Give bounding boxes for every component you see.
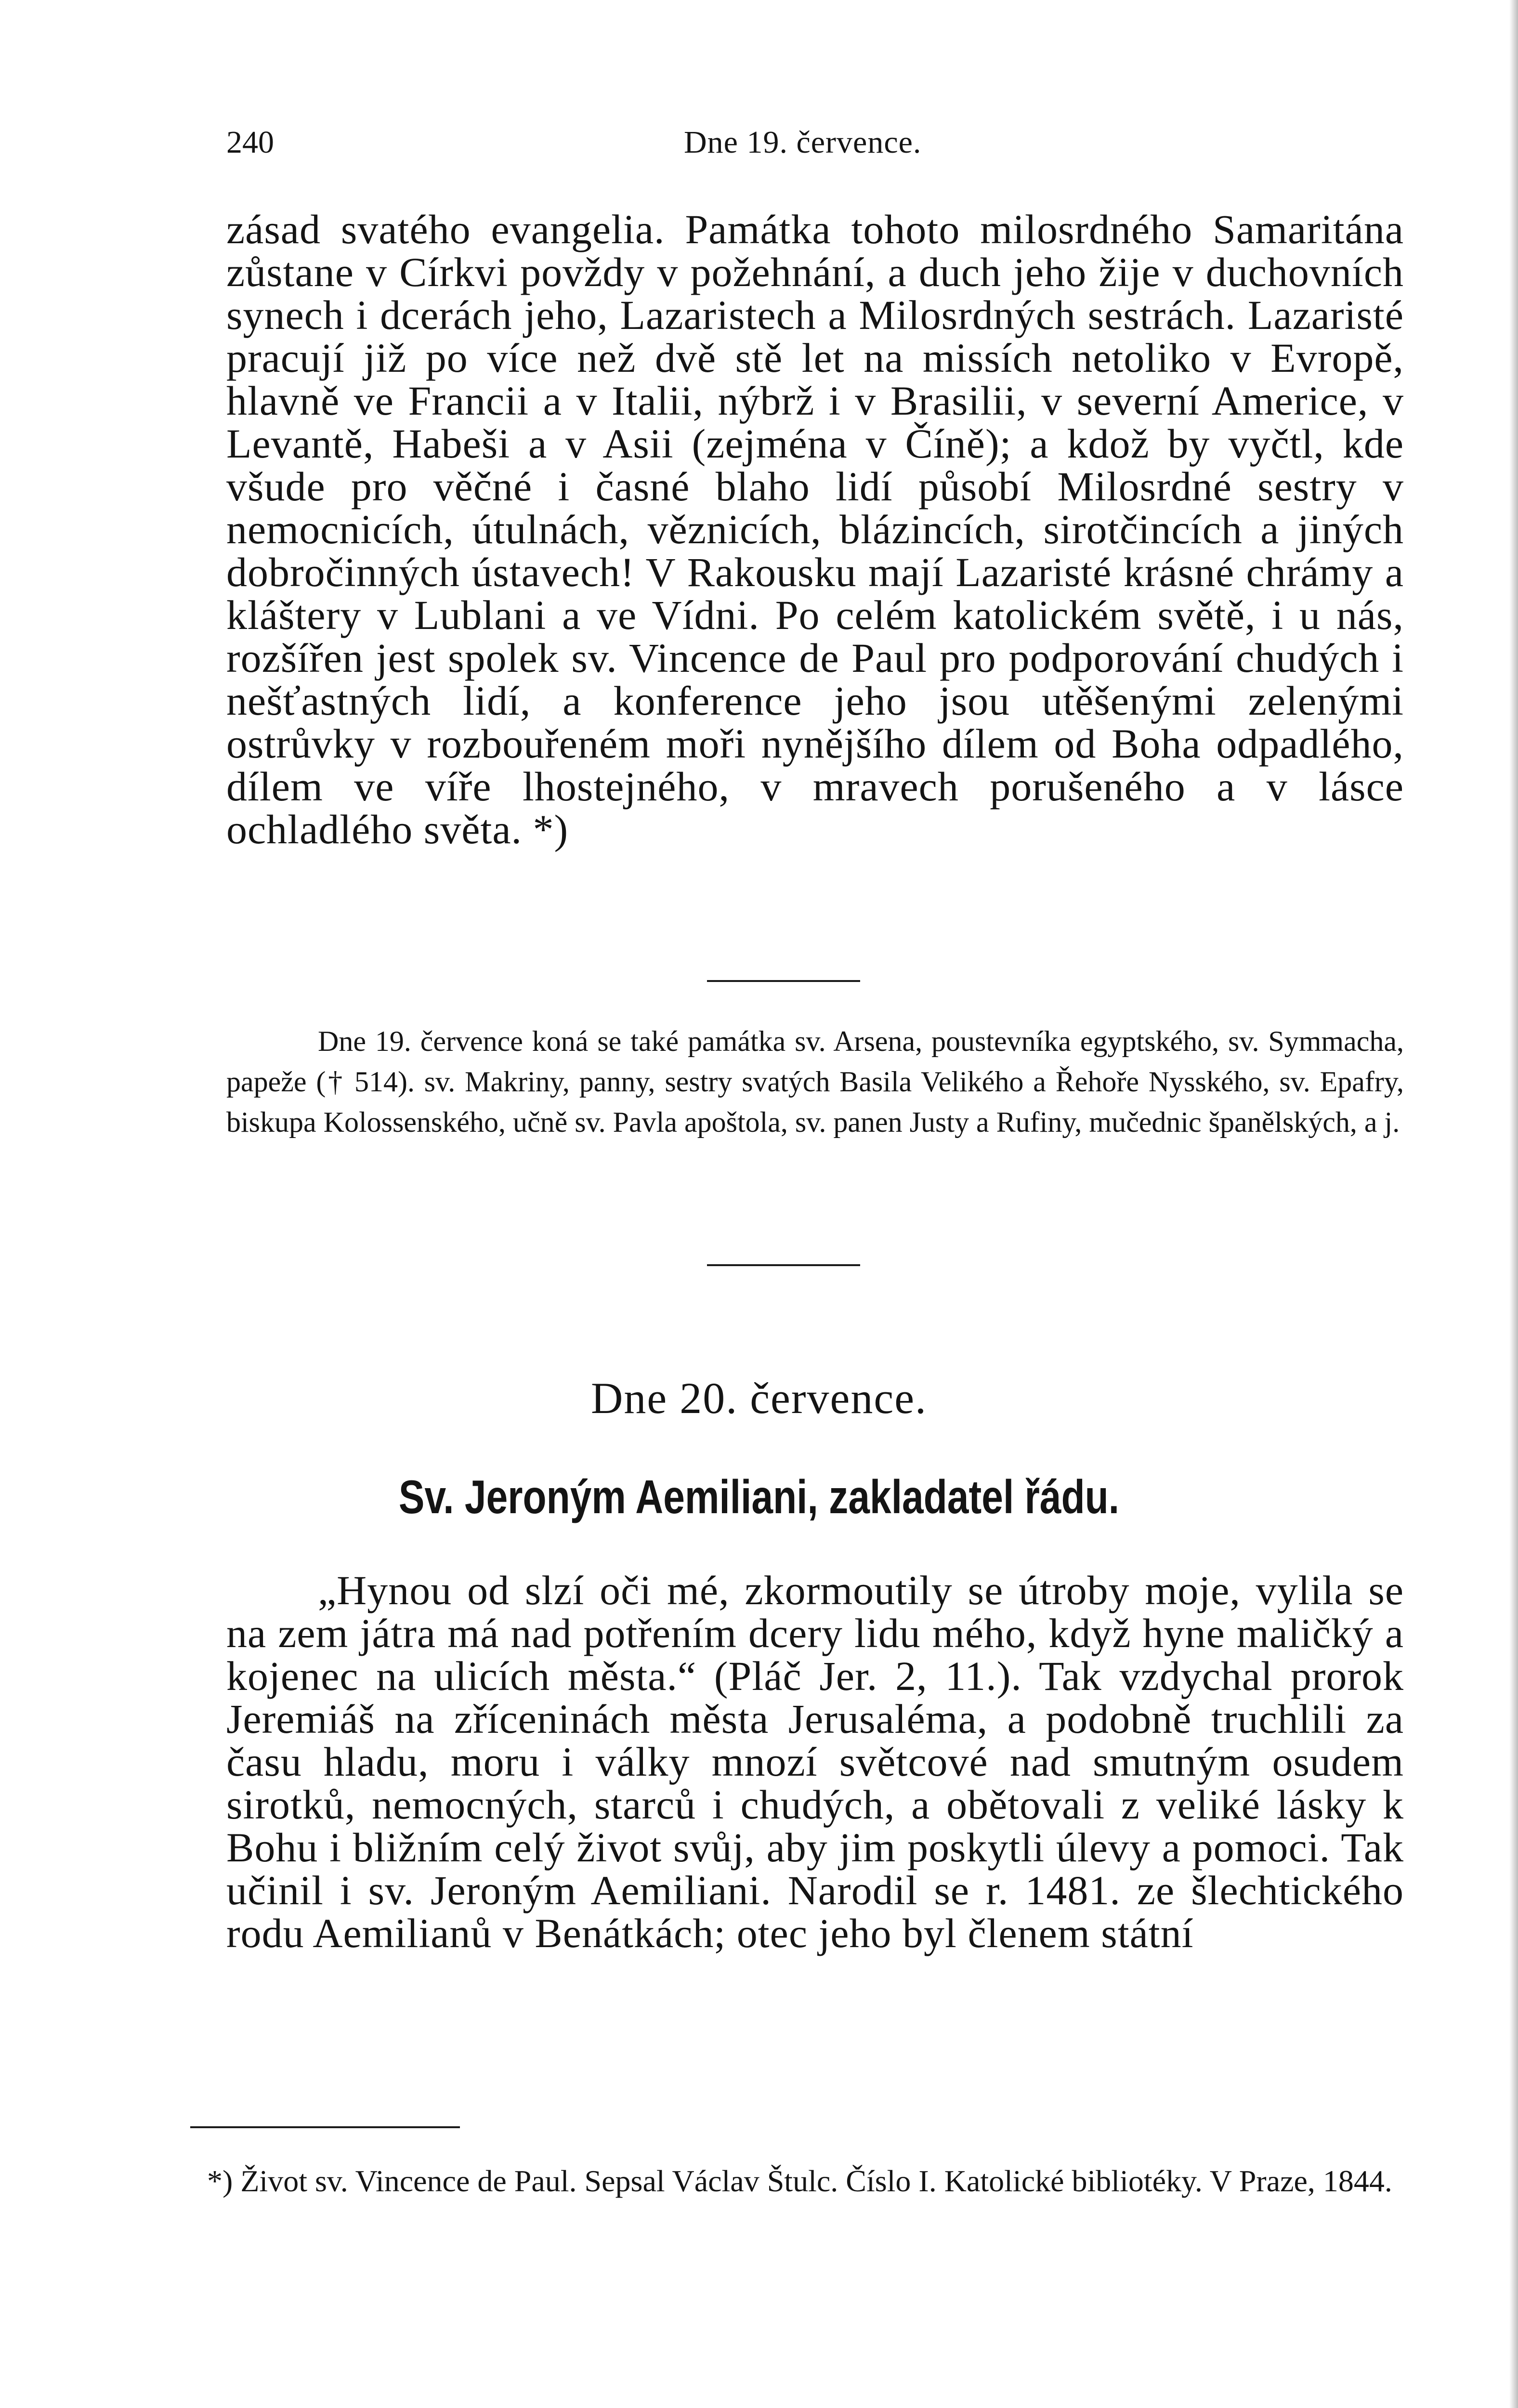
page-edge-shadow — [1509, 0, 1518, 2408]
commemoration-note: Dne 19. července koná se také památka sv. Arsena, poustevníka egyptského, sv. Symmacha, papeže († 514). sv. Makriny, panny, sestry svatých Basila Velikého a Řehoře Nysského, sv. Epafry, biskupa Kolossenského, učně sv. Pavla apoštola, sv. panen Justy a Rufiny, mučednic španělských, a j. — [226, 1025, 1404, 1138]
page-header — [226, 124, 1406, 168]
footnote: *) Život sv. Vincence de Paul. Sepsal Václav Štulc. Číslo I. Katolické bibliotéky. V Praze, 1844. — [207, 2164, 1392, 2198]
intro-paragraph: zásad svatého evangelia. Památka tohoto milosrdného Samaritána zůstane v Církvi povždy v požehnání, a duch jeho žije v duchovních synech i dcerách jeho, Lazaristech a Milosrdných sestrách. Lazaristé pracují již po více než dvě stě let na missích netoliko v Evropě, hlavně ve Francii a v Italii, nýbrž i v Brasilii, v severní Americe, v Levantě, Habeši a v Asii (zejména v Číně); a kdož by vyčtl, kde všude pro věčné i časné blaho lidí působí Milosrdné sestry v nemocnicích, útulnách, věznicích, blázincích, sirotčincích a jiných dobročinných ústavech! V Rakousku mají Lazaristé krásné chrámy a kláštery v Lublani a ve Vídni. Po celém katolickém světě, i u nás, rozšířen jest spolek sv. Vincence de Paul pro podporování chudých i nešťastných lidí, a konference jeho jsou utěšenými zelenými ostrůvky v rozbouřeném moři nynějšího dílem od Boha odpadlého, dílem ve víře lhostejného, v mravech porušeného a v lásce ochladlého světa. *) — [226, 206, 1404, 852]
footnote-rule — [190, 2126, 460, 2128]
section-date: Dne 20. července. — [590, 1374, 928, 1423]
main-paragraph: „Hynou od slzí oči mé, zkormoutily se útroby moje, vylila se na zem játra má nad potřením dcery lidu mého, když hyne maličký a kojenec na ulicích města.“ (Pláč Jer. 2, 11.). Tak vzdychal prorok Jeremiáš na zříceninách města Jerusaléma, a podobně truchlili za času hladu, moru i války mnozí světcové nad smutným osudem sirotků, nemocných, starců i chudých, a obětovali z veliké lásky k Bohu i bližním celý život svůj, aby jim poskytli úlevy a pomoci. Tak učinil i sv. Jeroným Aemiliani. Narodil se r. 1481. ze šlechtického rodu Aemilianů v Benátkách; otec jeho byl členem státní — [226, 1567, 1404, 1956]
section-title: Sv. Jeroným Aemiliani, zakladatel řádu. — [398, 1470, 1120, 1523]
running-head: Dne 19. července. — [684, 125, 922, 160]
separator-rule-top — [707, 980, 860, 982]
page-number: 240 — [226, 125, 274, 160]
separator-rule-middle — [707, 1264, 860, 1266]
